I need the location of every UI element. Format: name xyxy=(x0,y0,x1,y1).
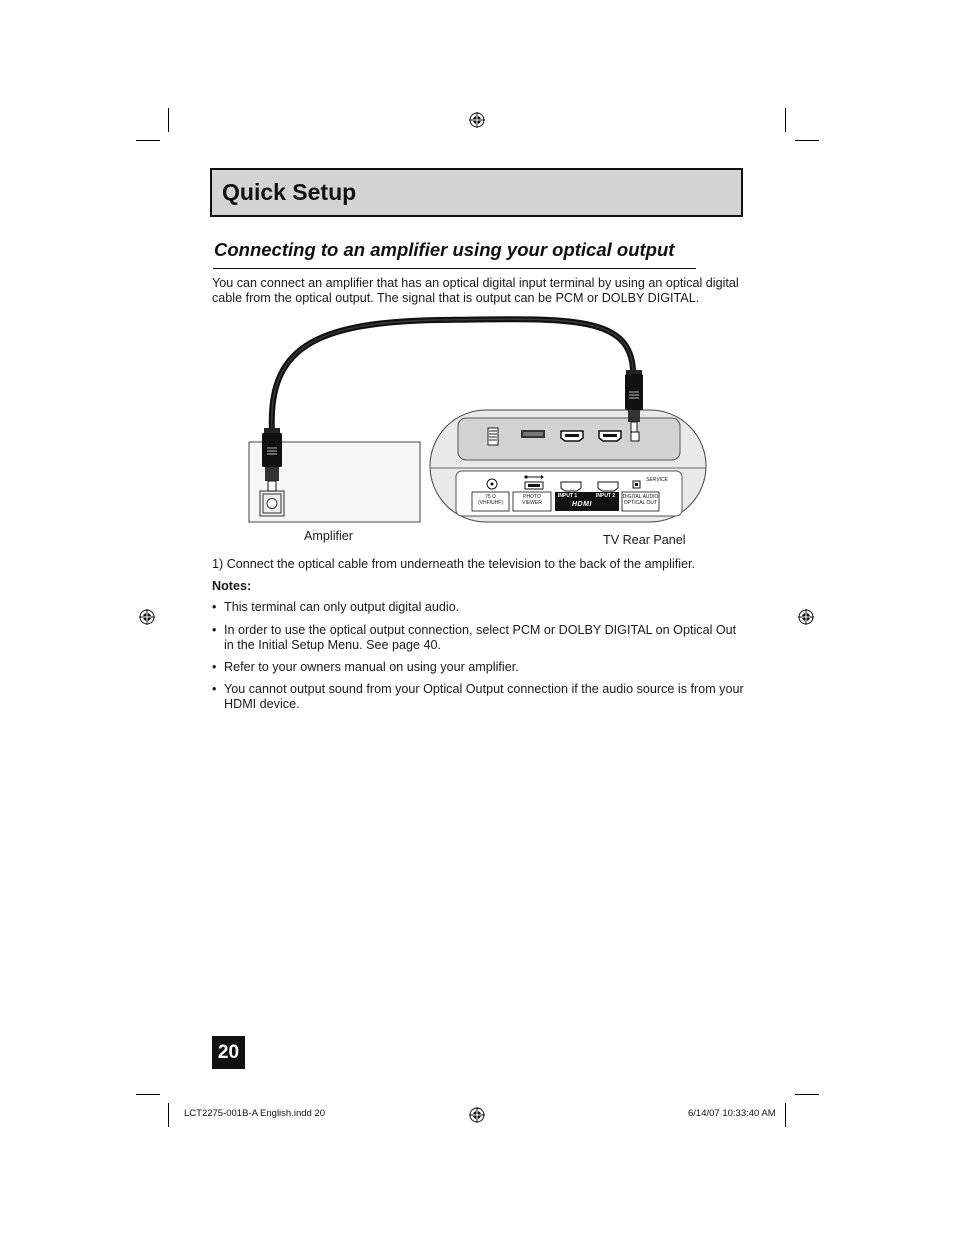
service-port-label: SERVICE xyxy=(646,477,668,483)
optical-out-port-label: DIGITAL AUDIO OPTICAL OUT xyxy=(622,494,659,506)
note-item xyxy=(212,623,747,653)
tv-rear-panel-label: TV Rear Panel xyxy=(603,533,686,547)
amplifier-label: Amplifier xyxy=(304,529,353,543)
hdmi-input1-label: INPUT 1 xyxy=(558,493,578,499)
crop-mark xyxy=(136,1094,160,1095)
note-text: Refer to your owners manual on using your amplifier. xyxy=(224,660,519,674)
connection-diagram xyxy=(240,310,710,555)
note-text: This terminal can only output digital audio. xyxy=(224,600,460,614)
page-header xyxy=(210,168,743,217)
crop-mark xyxy=(795,1094,819,1095)
footer-timestamp: 6/14/07 10:33:40 AM xyxy=(688,1108,776,1119)
page-number: 20 xyxy=(212,1036,245,1069)
hdmi-logo: HDMI xyxy=(572,501,592,508)
bullet-icon: • xyxy=(212,623,217,637)
crop-mark xyxy=(168,1103,169,1127)
bullet-icon: • xyxy=(212,682,217,696)
hdmi-input2-label: INPUT 2 xyxy=(596,493,616,499)
connection-diagram-graphic xyxy=(240,310,710,555)
photo-viewer-port-label: PHOTO VIEWER xyxy=(522,494,542,506)
crop-mark xyxy=(136,140,160,141)
footer-filename: LCT2275-001B-A English.indd 20 xyxy=(184,1108,326,1119)
note-text: In order to use the optical output connection, select PCM or DOLBY DIGITAL on Optical Out in the Initial Setup Menu. See page 40. xyxy=(224,623,737,652)
page-title: Quick Setup xyxy=(222,179,357,205)
crop-mark xyxy=(795,140,819,141)
registration-mark-icon xyxy=(469,1107,485,1123)
note-item xyxy=(212,600,747,615)
note-text: You cannot output sound from your Optical Output connection if the audio source is from your HDMI device. xyxy=(224,682,744,711)
intro-paragraph: You can connect an amplifier that has an optical digital input terminal by using an optical digital cable from the optical output. The signal that is output can be PCM or DOLBY DIGITAL. xyxy=(212,276,739,305)
bullet-icon: • xyxy=(212,660,217,674)
bullet-icon: • xyxy=(212,600,217,614)
step-1-instruction: 1) Connect the optical cable from underneath the television to the back of the amplifier. xyxy=(212,557,696,571)
section-divider xyxy=(213,268,696,269)
crop-mark xyxy=(785,1103,786,1127)
registration-mark-icon xyxy=(139,609,155,625)
section-title: Connecting to an amplifier using your optical output xyxy=(214,239,675,260)
antenna-port-label: 75 Ω (VHF/UHF) xyxy=(478,494,503,506)
notes-heading: Notes: xyxy=(212,579,252,593)
note-item xyxy=(212,660,747,675)
crop-mark xyxy=(168,108,169,132)
note-item xyxy=(212,682,747,712)
registration-mark-icon xyxy=(469,112,485,128)
crop-mark xyxy=(785,108,786,132)
registration-mark-icon xyxy=(798,609,814,625)
